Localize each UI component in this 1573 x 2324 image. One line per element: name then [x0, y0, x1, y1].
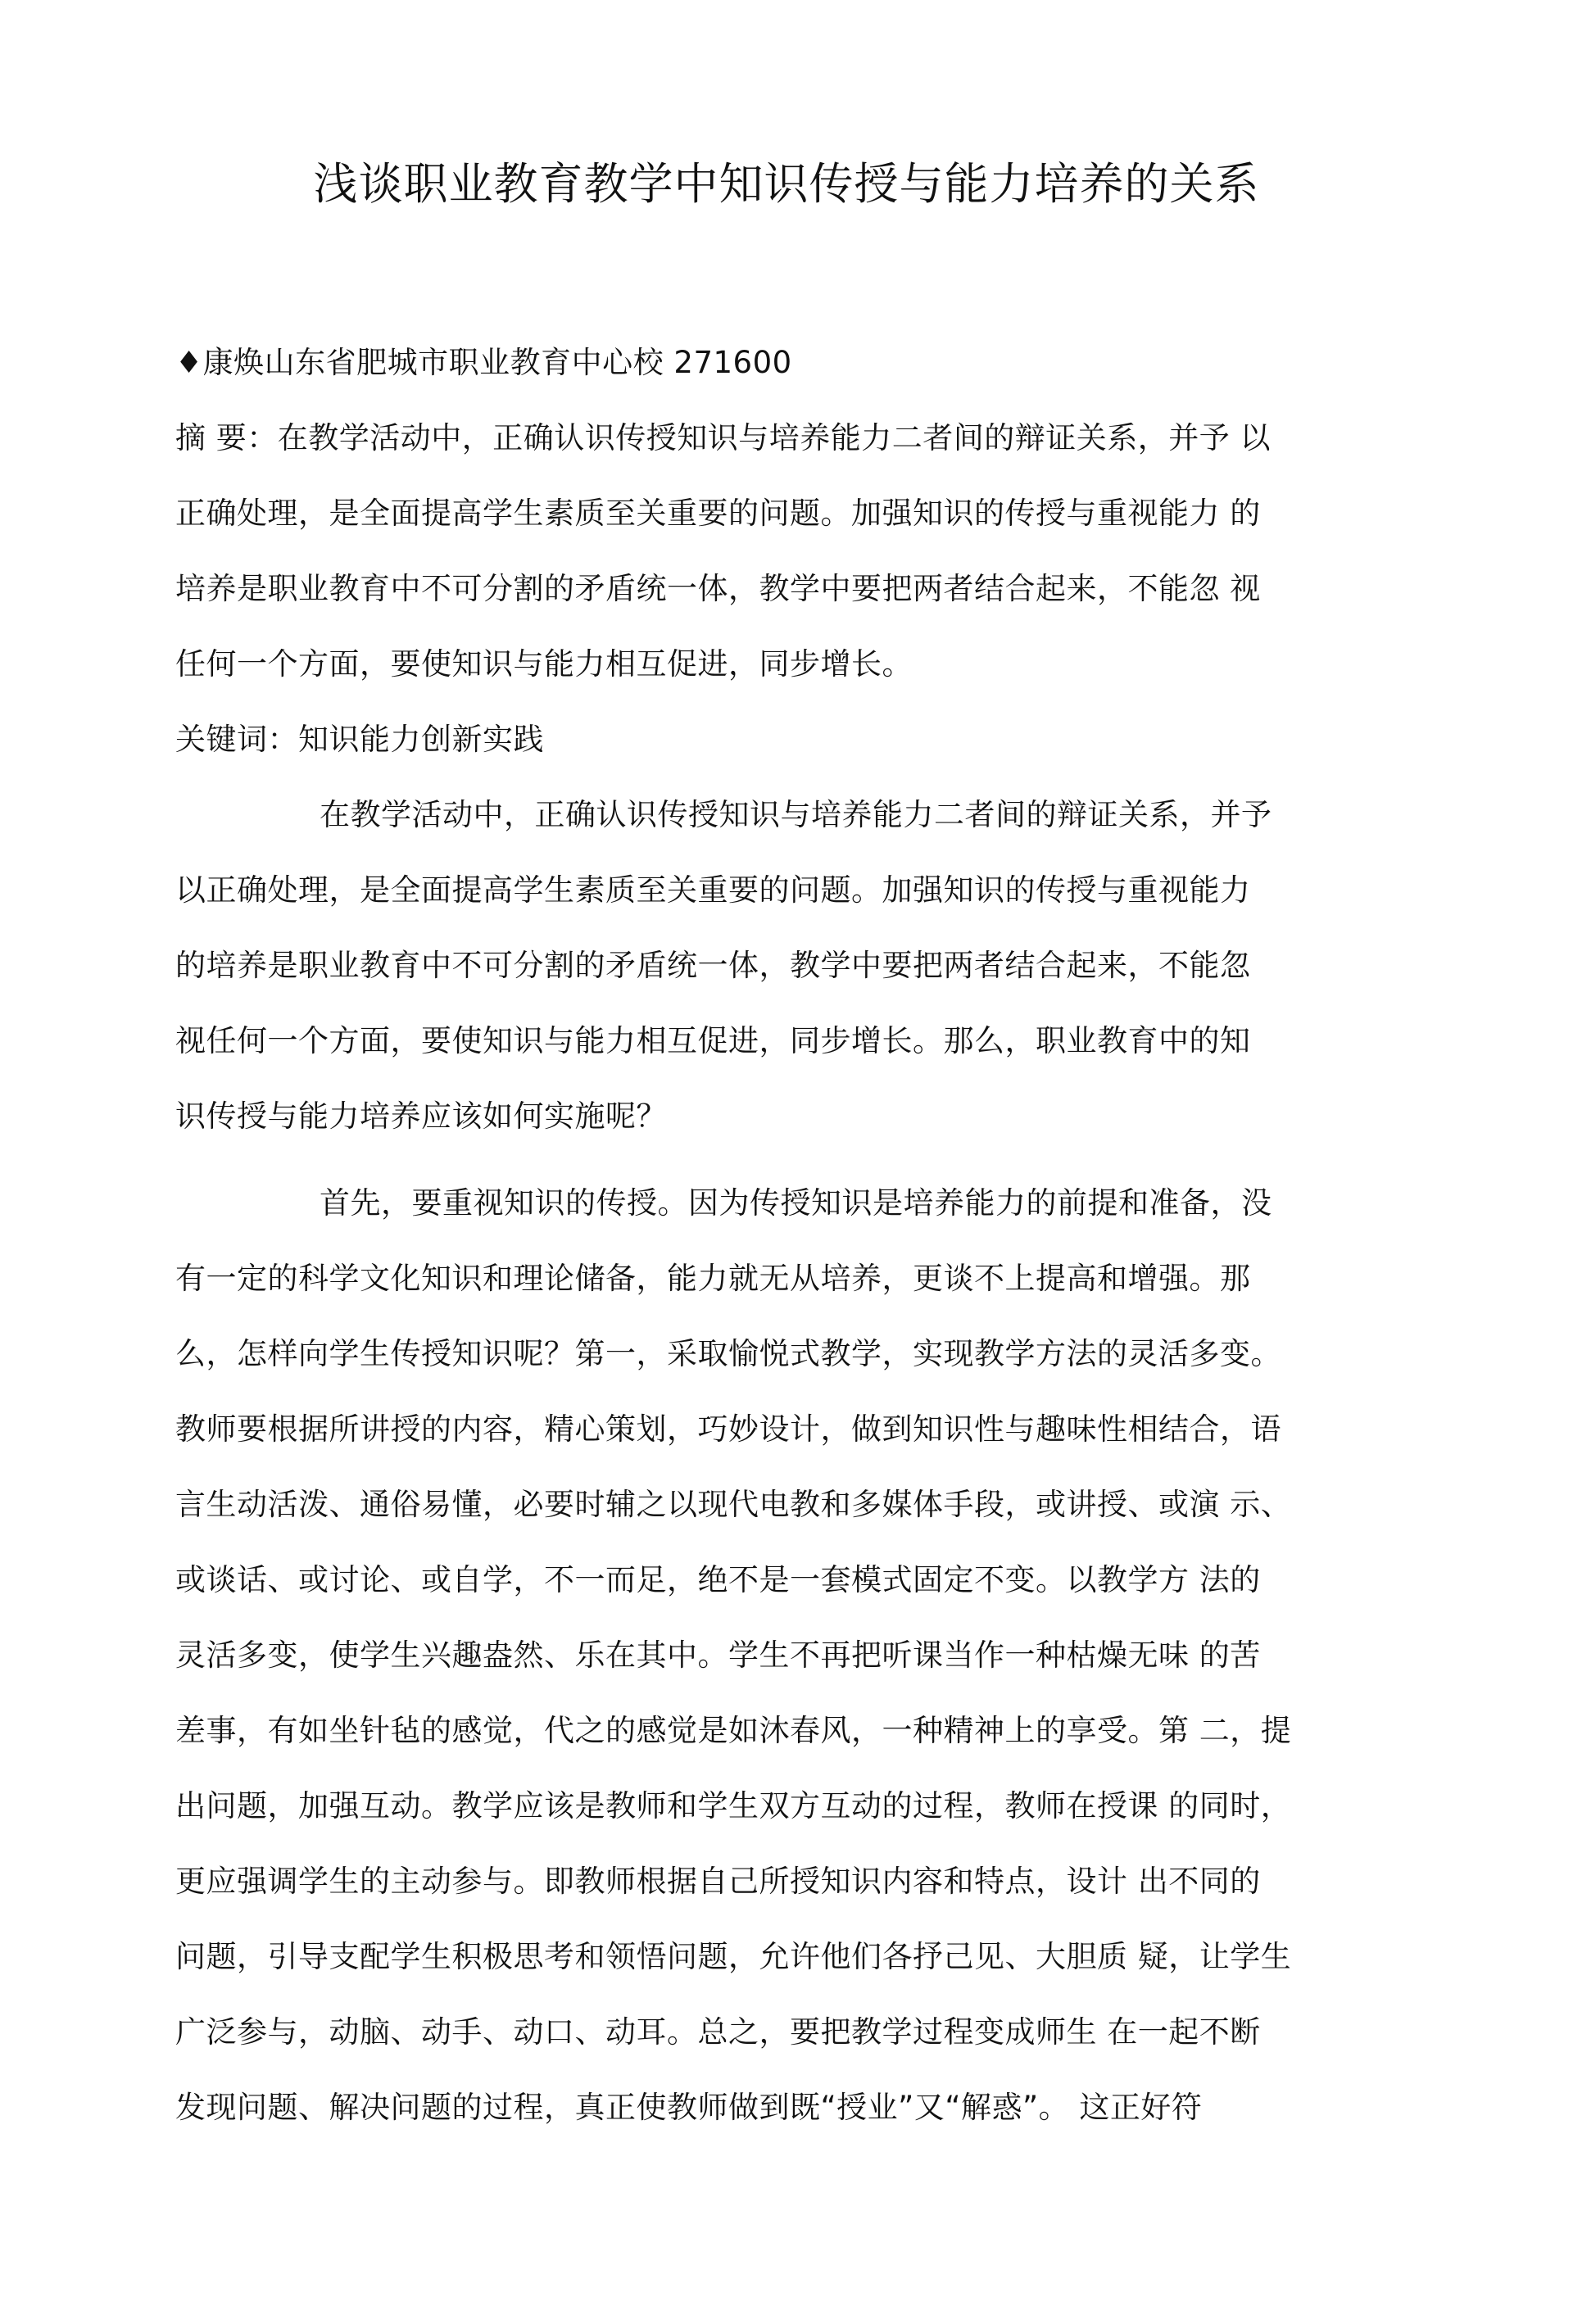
paragraph-line: 更应强调学生的主动参与。即教师根据自己所授知识内容和特点，设计 出不同的	[175, 1864, 1261, 1899]
paragraph-line: 识传授与能力培养应该如何实施呢？	[175, 1099, 667, 1134]
paragraph-line: 的培养是职业教育中不可分割的矛盾统一体，教学中要把两者结合起来，不能忽	[175, 948, 1251, 983]
paragraph-line: 差事，有如坐针毡的感觉，代之的感觉是如沐春风，一种精神上的享受。第 二，提	[175, 1713, 1292, 1748]
paragraph-line: 问题，引导支配学生积极思考和领悟问题，允许他们各抒己见、大胆质 疑，让学生	[175, 1939, 1292, 1974]
paragraph-line: 有一定的科学文化知识和理论储备，能力就无从培养，更谈不上提高和增强。那	[175, 1261, 1251, 1296]
paragraph-line: 视任何一个方面，要使知识与能力相互促进，同步增长。那么，职业教育中的知	[175, 1023, 1251, 1058]
document-title: 浅谈职业教育教学中知识传授与能力培养的关系	[313, 158, 1260, 210]
paragraph-line: 灵活多变，使学生兴趣盎然、乐在其中。学生不再把听课当作一种枯燥无味 的苦	[175, 1638, 1261, 1673]
paragraph-line: 出问题，加强互动。教学应该是教师和学生双方互动的过程，教师在授课 的同时，	[175, 1788, 1292, 1823]
paragraph-line: 在教学活动中，正确认识传授知识与培养能力二者间的辩证关系，并予	[320, 797, 1272, 832]
author-line: ♦康焕山东省肥城市职业教育中心校 271600	[175, 345, 792, 380]
paragraph-line: 发现问题、解决问题的过程，真正使教师做到既“授业”又“解惑”。 这正好符	[175, 2090, 1203, 2125]
paragraph-line: 或谈话、或讨论、或自学，不一而足，绝不是一套模式固定不变。以教学方 法的	[175, 1562, 1261, 1597]
paragraph-line: 教师要根据所讲授的内容，精心策划，巧妙设计，做到知识性与趣味性相结合，语	[175, 1411, 1281, 1447]
paragraph-line: 言生动活泼、通俗易懂，必要时辅之以现代电教和多媒体手段，或讲授、或演 示、	[175, 1487, 1292, 1522]
paragraph-line: 以正确处理，是全面提高学生素质至关重要的问题。加强知识的传授与重视能力	[175, 872, 1251, 908]
paragraph-line: 么，怎样向学生传授知识呢？第一，采取愉悦式教学，实现教学方法的灵活多变。	[175, 1336, 1281, 1371]
keywords-line: 关键词：知识能力创新实践	[175, 722, 544, 757]
paragraph-line: 广泛参与，动脑、动手、动口、动耳。总之，要把教学过程变成师生 在一起不断	[175, 2014, 1261, 2050]
abstract-line: 任何一个方面，要使知识与能力相互促进，同步增长。	[175, 646, 913, 682]
abstract-line: 培养是职业教育中不可分割的矛盾统一体，教学中要把两者结合起来，不能忽 视	[175, 571, 1261, 606]
abstract-line: 摘 要：在教学活动中，正确认识传授知识与培养能力二者间的辩证关系，并予 以	[175, 420, 1272, 455]
abstract-line: 正确处理，是全面提高学生素质至关重要的问题。加强知识的传授与重视能力 的	[175, 496, 1261, 531]
paragraph-line: 首先，要重视知识的传授。因为传授知识是培养能力的前提和准备，没	[320, 1185, 1272, 1221]
